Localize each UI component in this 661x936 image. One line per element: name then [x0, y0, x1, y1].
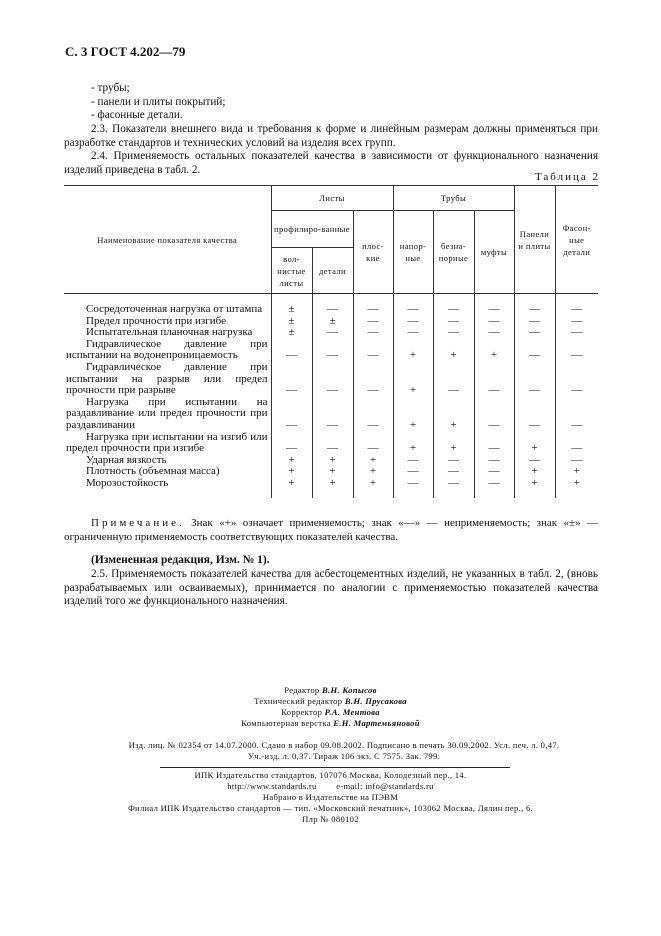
applicability-mark: — — [514, 339, 555, 362]
applicability-mark: — — [433, 466, 474, 478]
applicability-mark: — — [555, 455, 598, 467]
table-row — [64, 478, 598, 498]
header-pipes: Трубы — [393, 186, 514, 211]
indicator-name: Ударная вязкость — [64, 455, 271, 467]
applicability-mark: — — [312, 294, 353, 316]
applicability-mark: — — [555, 432, 598, 455]
applicability-mark: + — [353, 466, 393, 478]
applicability-mark: — — [271, 339, 312, 362]
indicator-name: Морозостойкость — [64, 478, 271, 498]
applicability-mark: + — [271, 478, 312, 498]
table-note — [64, 517, 598, 544]
applicability-mark: + — [474, 339, 514, 362]
applicability-mark: — — [555, 339, 598, 362]
applicability-mark: — — [474, 432, 514, 455]
applicability-mark: + — [312, 478, 353, 498]
credit-line: Редактор В.Н. Копысов — [284, 685, 377, 695]
publisher-contacts — [0, 781, 661, 792]
printer-address: Филиал ИПК Издательство стандартов — тип. «Московский печатник», 103062 Москва, Лялин пер., 6. — [127, 803, 534, 813]
paragraph-2-3: 2.3. Показатели внешнего вида и требования к форме и линейным размерам должны применяться при разработке стандартов и технических условий на изделия всех групп. — [64, 123, 598, 149]
indicator-name: Гидравлическое давление при испытании на разрыв или предел прочности при разрыве — [64, 362, 271, 397]
applicability-mark: + — [514, 466, 555, 478]
applicability-mark: — — [474, 327, 514, 339]
applicability-mark: — — [555, 327, 598, 339]
applicability-mark: — — [474, 294, 514, 316]
applicability-mark: — — [271, 397, 312, 432]
applicability-mark: + — [433, 397, 474, 432]
applicability-mark: ± — [271, 316, 312, 328]
publication-info — [64, 740, 624, 762]
applicability-mark: — — [312, 327, 353, 339]
applicability-mark: — — [514, 455, 555, 467]
typeset-note: Набрано в Издательстве на ПЭВМ — [262, 792, 399, 802]
indicator-name: Плотность (объемная масса) — [64, 466, 271, 478]
header-nonpressure: безна-порные — [433, 211, 474, 294]
applicability-mark: + — [353, 455, 393, 467]
header-profiled: профилиро-ванные — [271, 211, 353, 248]
applicability-mark: — — [353, 432, 393, 455]
applicability-mark: + — [555, 466, 598, 478]
indicator-name: Сосредоточенная нагрузка от штампа — [64, 294, 271, 316]
applicability-mark: + — [393, 339, 433, 362]
list-item: - панели и плиты покрытий; — [91, 95, 226, 108]
applicability-mark: — — [433, 327, 474, 339]
note-text: Знак «+» означает применяемость; знак «—» — неприменяемость; знак «±» — ограниченную применяемость соответствующих показателей качества. — [64, 517, 599, 543]
applicability-mark: — — [433, 362, 474, 397]
applicability-mark: — — [555, 397, 598, 432]
applicability-mark: — — [271, 432, 312, 455]
applicability-mark: — — [474, 455, 514, 467]
applicability-mark: + — [393, 362, 433, 397]
header-sheets: Листы — [271, 186, 393, 211]
indicator-name: Гидравлическое давление при испытании на водонепроницаемость — [64, 339, 271, 362]
applicability-mark: + — [514, 478, 555, 498]
indicator-name: Нагрузка при испытании на раздавливание или предел прочности при раздавливании — [64, 397, 271, 432]
applicability-mark: ± — [271, 294, 312, 316]
applicability-mark: — — [555, 294, 598, 316]
applicability-mark: — — [555, 316, 598, 328]
applicability-mark: — — [271, 362, 312, 397]
applicability-mark: — — [393, 455, 433, 467]
applicability-mark: — — [474, 397, 514, 432]
credit-line: Компьютерная верстка Е.Н. Мартемьяновой — [241, 718, 420, 728]
applicability-mark: — — [393, 327, 433, 339]
applicability-mark: + — [393, 397, 433, 432]
header-pressure: напор-ные — [393, 211, 433, 294]
applicability-mark: — — [312, 362, 353, 397]
applicability-mark: — — [393, 294, 433, 316]
table-row — [64, 294, 598, 316]
publisher-address: ИПК Издательство стандартов, 107076 Москва, Колодезный пер., 14. — [194, 770, 467, 780]
plr-number: Плр № 080102 — [302, 814, 359, 824]
applicability-mark: + — [271, 455, 312, 467]
publication-line: Изд. лиц. № 02354 от 14.07.2000. Сдано в набор 09.08.2002. Подписано в печать 30.09.2002. Усл. печ. л. 0,47. — [128, 740, 560, 750]
applicability-mark: — — [474, 466, 514, 478]
applicability-mark: ± — [312, 316, 353, 328]
header-wavy-sheets: вол-нистые листы — [271, 248, 312, 294]
applicability-mark: + — [271, 466, 312, 478]
list-item: - фасонные детали. — [91, 109, 183, 122]
website-link[interactable]: http://www.standards.ru — [227, 781, 317, 791]
header-shaped-parts: Фасон-ные детали — [555, 186, 598, 294]
indicator-name: Предел прочности при изгибе — [64, 316, 271, 328]
paragraph-2-5: 2.5. Применяемость показателей качества для асбестоцементных изделий, не указанных в табл. 2, (вновь разрабатываемых или осваиваемых), принимается по аналогии с применяемостью показателей качества изделий того же функционального назначения. — [64, 568, 598, 608]
header-panels: Панели и плиты — [514, 186, 555, 294]
applicability-mark: — — [353, 294, 393, 316]
imprint-footer — [0, 770, 661, 825]
applicability-mark: — — [393, 466, 433, 478]
applicability-mark: — — [393, 478, 433, 498]
table-row — [64, 397, 598, 432]
applicability-mark: — — [312, 397, 353, 432]
applicability-mark: — — [353, 397, 393, 432]
applicability-mark: + — [514, 432, 555, 455]
applicability-mark: — — [353, 316, 393, 328]
note-label: Примечание. — [91, 517, 185, 529]
applicability-mark: + — [393, 432, 433, 455]
list-item: - трубы; — [91, 82, 130, 94]
table-row — [64, 432, 598, 455]
credit-line: Технический редактор В.Н. Прусакова — [254, 696, 407, 706]
applicability-mark: — — [433, 455, 474, 467]
applicability-mark: + — [312, 466, 353, 478]
intro-list — [64, 82, 598, 123]
applicability-mark: — — [474, 362, 514, 397]
applicability-mark: — — [555, 362, 598, 397]
applicability-mark: — — [514, 294, 555, 316]
applicability-mark: + — [312, 455, 353, 467]
applicability-mark: + — [433, 432, 474, 455]
applicability-mark: — — [393, 316, 433, 328]
applicability-mark: — — [514, 316, 555, 328]
applicability-mark: — — [353, 362, 393, 397]
credits-block — [0, 685, 661, 729]
table-body — [64, 294, 598, 498]
table-row — [64, 362, 598, 397]
publication-line: Уч.-изд. л. 0,37. Тираж 106 экз. С 7575. Зак. 799. — [247, 751, 441, 761]
applicability-mark: — — [312, 432, 353, 455]
applicability-mark: — — [353, 327, 393, 339]
credit-line: Корректор Р.А. Ментова — [281, 707, 380, 717]
applicability-mark: — — [514, 327, 555, 339]
applicability-mark: — — [474, 316, 514, 328]
paragraph-2-4: 2.4. Применяемость остальных показателей качества в зависимости от функционального назначения изделий приведена в табл. 2. — [64, 150, 598, 176]
applicability-mark: — — [433, 316, 474, 328]
applicability-mark: — — [514, 362, 555, 397]
divider — [160, 767, 510, 768]
applicability-mark: — — [312, 339, 353, 362]
header-flat: плос-кие — [353, 211, 393, 294]
applicability-mark: — — [353, 339, 393, 362]
page-header: С. 3 ГОСТ 4.202—79 — [65, 44, 186, 59]
indicator-name: Испытательная планочная нагрузка — [64, 327, 271, 339]
quality-indicators-table — [64, 185, 598, 498]
applicability-mark: ± — [271, 327, 312, 339]
header-parts: детали — [312, 248, 353, 294]
header-couplings: муфты — [474, 211, 514, 294]
indicator-name: Нагрузка при испытании на изгиб или предел прочности при изгибе — [64, 432, 271, 455]
table-row — [64, 339, 598, 362]
table-caption: Таблица 2 — [534, 171, 600, 183]
email-link[interactable]: e-mail: info@standards.ru — [336, 781, 434, 791]
applicability-mark: — — [474, 478, 514, 498]
applicability-mark: + — [353, 478, 393, 498]
applicability-mark: + — [433, 339, 474, 362]
applicability-mark: + — [555, 478, 598, 498]
edition-note: (Измененная редакция, Изм. № 1). — [91, 554, 270, 566]
applicability-mark: — — [514, 397, 555, 432]
header-indicator-name: Наименование показателя качества — [64, 186, 271, 294]
applicability-mark: — — [433, 294, 474, 316]
applicability-mark: — — [433, 478, 474, 498]
